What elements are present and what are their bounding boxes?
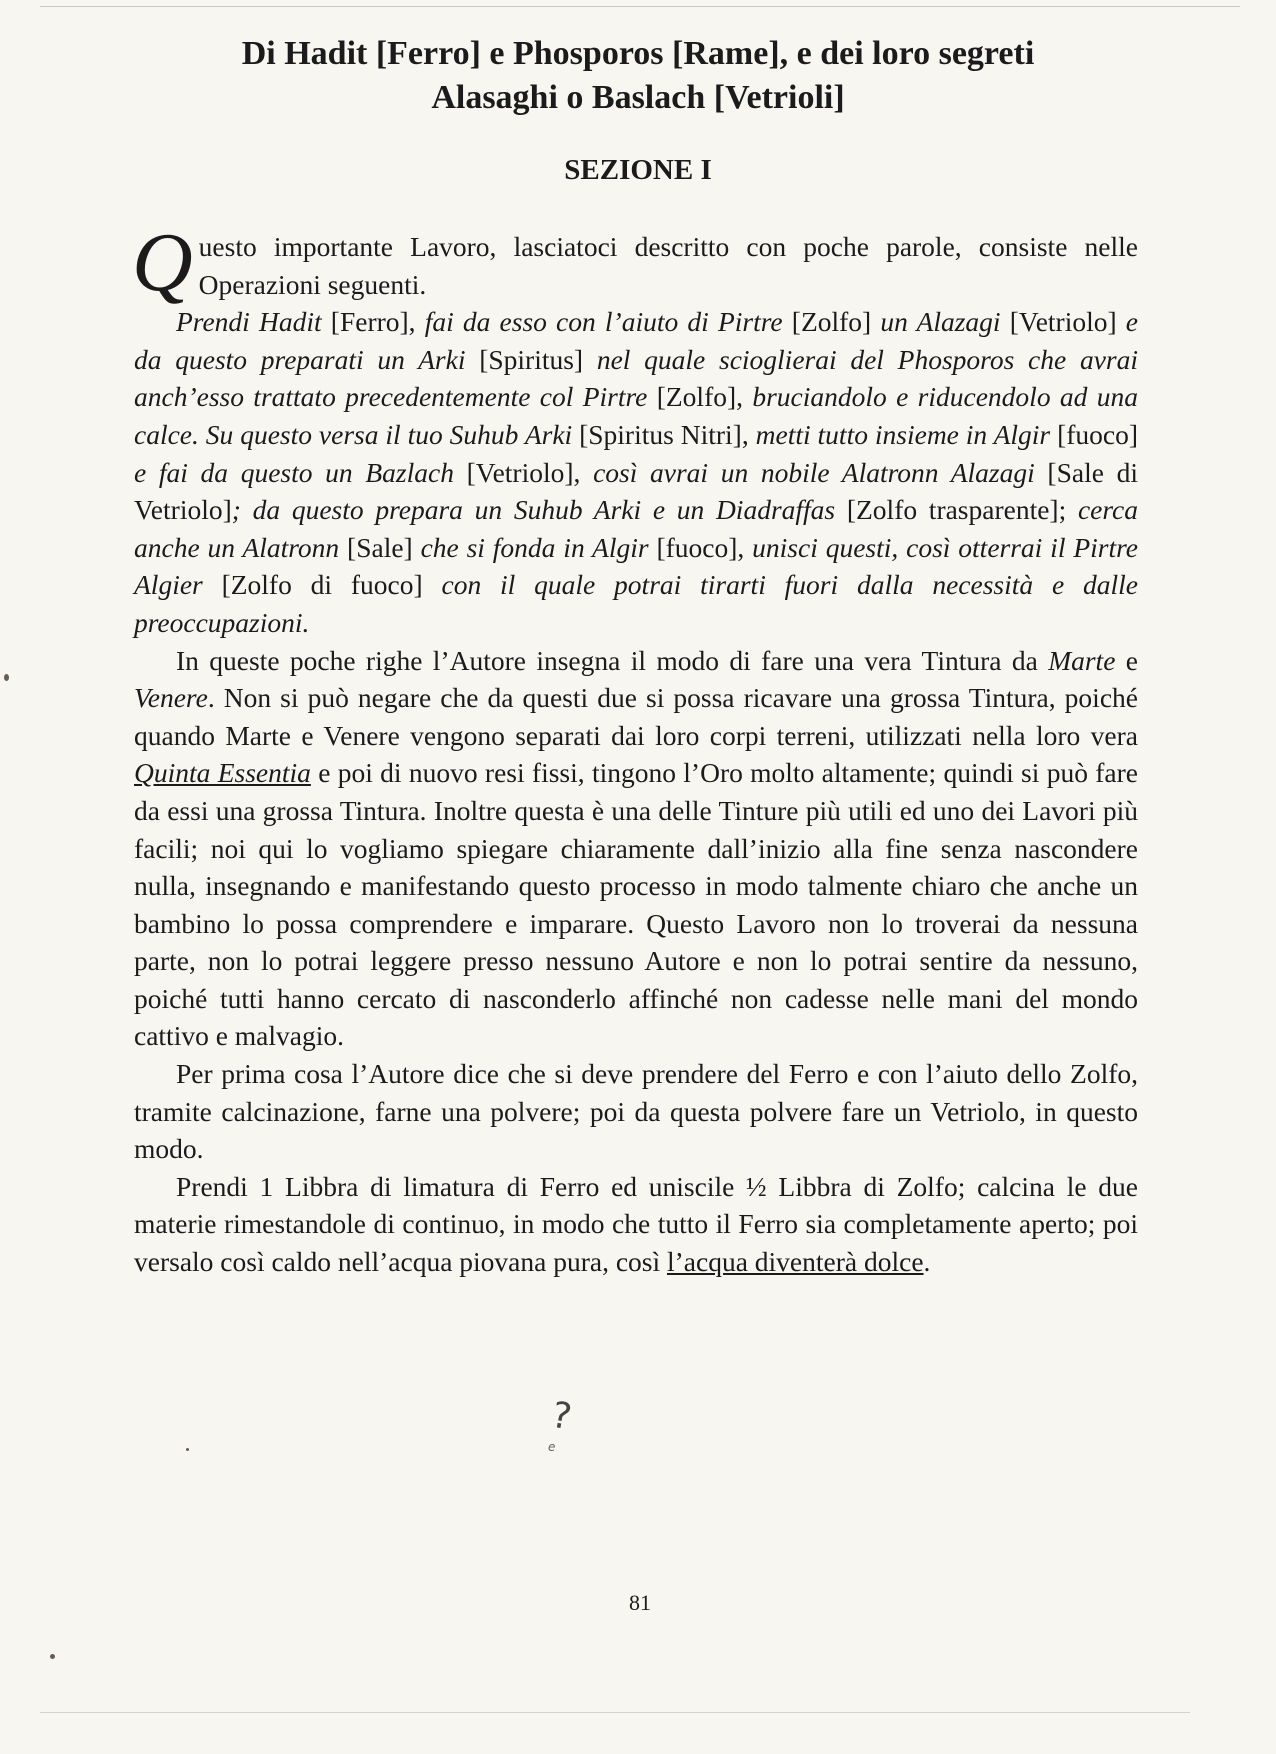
body-text (132, 216, 1139, 1281)
drop-cap: Q (132, 216, 193, 309)
handwritten-mark: e (548, 1440, 556, 1454)
paragraph-4: Per prima cosa l’Autore dice che si deve prendere del Ferro e con l’aiuto dello Zolfo, tramite calcinazione, farne una polvere; poi da questa polvere fare un Vetriolo, in questo modo. (134, 1058, 1138, 1165)
paragraph-2: Prendi Hadit [Ferro], fai da esso con l’aiuto di Pirtre [Zolfo] un Alazagi [Vetriolo] e da questo preparati un Arki [Spiritus] nel quale scioglierai del Phosporos che avrai anch’esso trattato precedentemente col Pirtre [Zolfo], bruciandolo e riducendolo ad una calce. Su questo versa il tuo Suhub Arki [Spiritus Nitri], metti tutto insieme in Algir [fuoco] e fai da questo un Bazlach [Vetriolo], così avrai un nobile Alatronn Alazagi [Sale di Vetriolo]; da questo prepara un Suhub Arki e un Diadraffas [Zolfo trasparente]; cerca anche un Alatronn [Sale] che si fonda in Algir [fuoco], unisci questi, così otterrai il Pirtre Algier [Zolfo di fuoco] con il quale potrai tirarti fuori dalla necessità e dalle preoccupazioni. (134, 306, 1139, 638)
handwritten-question-mark: ? (548, 1394, 575, 1439)
chapter-title-line-2: Alasaghi o Baslach [Vetrioli] (431, 79, 845, 116)
paragraph-5: Prendi 1 Libbra di limatura di Ferro ed uniscile ½ Libbra di Zolfo; calcina le due materie rimestandole di continuo, in modo che tutto il Ferro sia completamente aperto; poi versalo così caldo nell’acqua piovana pura, così l’acqua diventerà dolce. (134, 1170, 1138, 1278)
scan-bottom-edge (40, 1712, 1190, 1713)
chapter-title-line-1: Di Hadit [Ferro] e Phosporos [Rame], e dei loro segreti (241, 35, 1035, 72)
scan-speck (50, 1654, 55, 1659)
pen-underlined-phrase: l’acqua diventerà dolce (667, 1246, 924, 1278)
scan-speck (4, 674, 9, 681)
section-heading: SEZIONE I (564, 154, 712, 186)
page-number: 81 (629, 1590, 651, 1615)
chapter-title (120, 32, 1156, 120)
paragraph-1: Questo importante Lavoro, lasciatoci descritto con poche parole, consiste nelle Operazioni seguenti. (132, 216, 1138, 309)
scan-top-edge (40, 6, 1240, 7)
paragraph-3: In queste poche righe l’Autore insegna il modo di fare una vera Tintura da Marte e Venere. Non si può negare che da questi due si possa ricavare una grossa Tintura, poiché quando Marte e Venere vengono separati dai loro corpi terreni, utilizzati nella loro vera Quinta Essentia e poi di nuovo resi fissi, tingono l’Oro molto altamente; quindi si può fare da essi una grossa Tintura. Inoltre questa è una delle Tinture più utili ed uno dei Lavori più facili; noi qui lo vogliamo spiegare chiaramente dall’inizio alla fine senza nascondere nulla, insegnando e manifestando questo processo in modo talmente chiaro che anche un bambino lo possa comprendere e imparare. Questo Lavoro non lo troverai da nessuna parte, non lo potrai leggere presso nessuno Autore e non lo potrai sentire da nessuno, poiché tutti hanno cercato di nasconderlo affinché non cadesse nelle mani del mondo cattivo e malvagio. (134, 644, 1138, 1052)
scan-speck (186, 1448, 189, 1451)
